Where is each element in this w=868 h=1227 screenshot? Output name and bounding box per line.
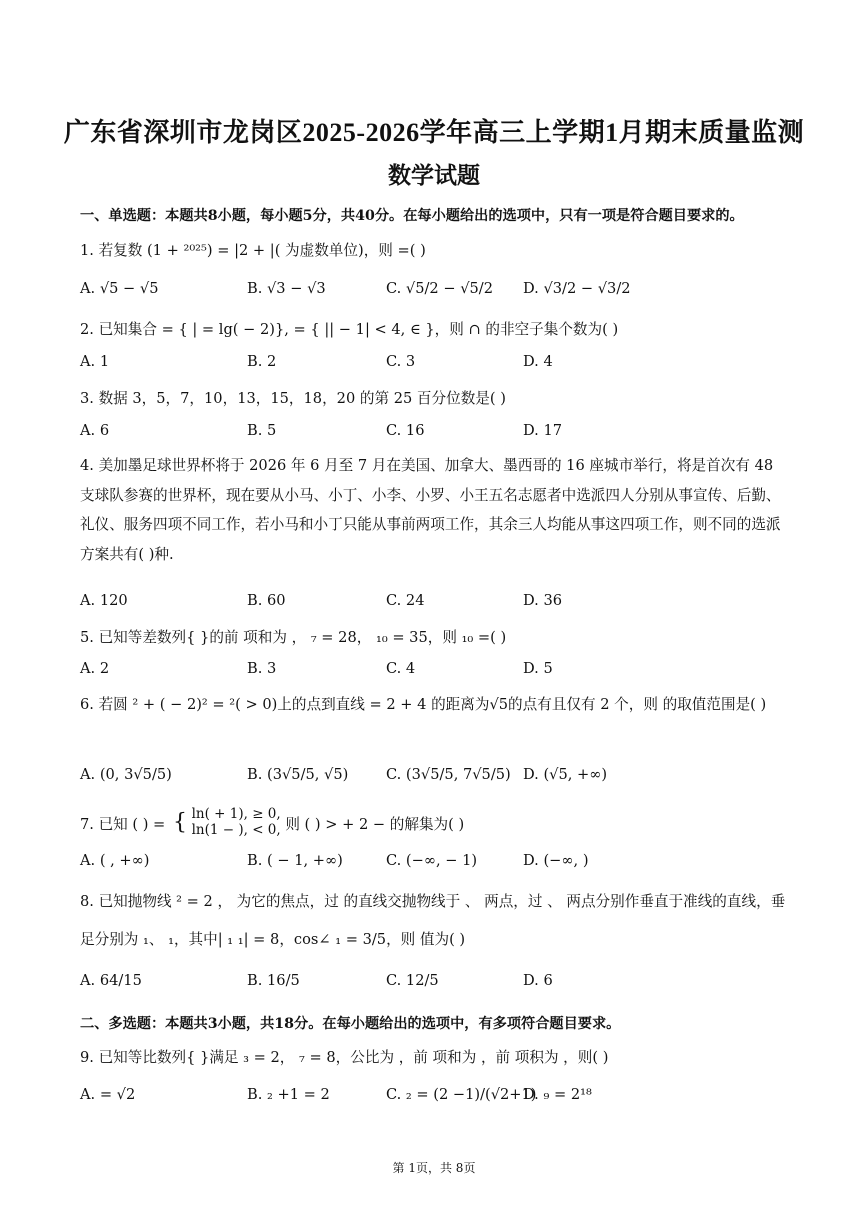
option-b: B. 60 xyxy=(247,592,286,609)
option-a: A. (0, 3√5/5) xyxy=(80,766,172,783)
option-b: B. (3√5/5, √5) xyxy=(247,766,349,783)
option-c: C. √5/2 − √5/2 xyxy=(386,280,494,297)
option-a: A. 2 xyxy=(80,660,110,677)
section-heading-single-choice: 一、单选题：本题共8小题，每小题5分，共40分。在每小题给出的选项中，只有一项是符合题目要求的。 xyxy=(80,208,744,224)
question-1-stem: 1. 若复数 (1 + ²⁰²⁵) = |2 + |( 为虚数单位)，则 =( ) xyxy=(80,242,426,259)
question-9-options xyxy=(80,1086,792,1112)
section-heading-multiple-choice: 二、多选题：本题共3小题，共18分。在每小题给出的选项中，有多项符合题目要求。 xyxy=(80,1016,621,1032)
option-d: D. (−∞, ) xyxy=(523,852,589,869)
option-d: D. 5 xyxy=(523,660,553,677)
option-d: D. 4 xyxy=(523,353,553,370)
question-6-stem: 6. 若圆 ² + ( − 2)² = ²( > 0)上的点到直线 = 2 + 4 的距离为√5的点有且仅有 2 个，则 的取值范围是( ) xyxy=(80,696,767,713)
option-b: B. 2 xyxy=(247,353,277,370)
option-a: A. = √2 xyxy=(80,1086,136,1103)
piecewise-brace: { xyxy=(172,810,187,835)
exam-title: 广东省深圳市龙岗区2025-2026学年高三上学期1月期末质量监测 xyxy=(63,118,805,147)
option-c: C. 3 xyxy=(386,353,416,370)
option-c: C. 4 xyxy=(386,660,416,677)
question-5-stem: 5. 已知等差数列{ }的前 项和为 ， ₇ = 28， ₁₀ = 35，则 ₁₀ =( ) xyxy=(80,629,507,646)
piecewise-cases xyxy=(192,806,281,838)
piecewise-case-2: ln(1 − ), < 0, xyxy=(191,822,281,838)
option-d: D. 36 xyxy=(523,592,563,609)
option-a: A. 120 xyxy=(80,592,128,609)
option-a: A. 6 xyxy=(80,422,110,439)
option-d: D. ₉ = 2¹⁸ xyxy=(523,1086,592,1103)
option-b: B. 3 xyxy=(247,660,277,677)
option-c: C. (3√5/5, 7√5/5) xyxy=(386,766,511,783)
question-9-stem: 9. 已知等比数列{ }满足 ₃ = 2， ₇ = 8，公比为 ，前 项和为 ，前 项积为 ，则( ) xyxy=(80,1049,609,1066)
option-b: B. 5 xyxy=(247,422,277,439)
question-1-options xyxy=(80,280,792,306)
option-c: C. 16 xyxy=(386,422,425,439)
question-8-options xyxy=(80,972,792,998)
option-d: D. √3/2 − √3/2 xyxy=(523,280,631,297)
option-c: C. 24 xyxy=(386,592,425,609)
option-a: A. 1 xyxy=(80,353,110,370)
question-5-options xyxy=(80,660,792,686)
question-3-options xyxy=(80,422,792,448)
question-7-stem xyxy=(80,806,464,840)
question-3-stem: 3. 数据 3，5，7，10，13，15，18，20 的第 25 百分位数是( ) xyxy=(80,390,506,407)
question-8-stem: 8. 已知抛物线 ² = 2 ， 为它的焦点，过 的直线交抛物线于 、 两点，过 、 两点分别作垂直于准线的直线，垂足分别为 ₁、 ₁，其中| ₁ ₁| = 8，cos∠ ₁ = 3/5，则 值为( ) xyxy=(80,893,786,948)
question-2-stem: 2. 已知集合 = { | = lg( − 2)}, = { || − 1| < 4, ∈ }，则 ∩ 的非空子集个数为( ) xyxy=(80,321,619,338)
option-a: A. √5 − √5 xyxy=(80,280,159,297)
question-7-options xyxy=(80,852,792,878)
option-c: C. 12/5 xyxy=(386,972,439,989)
piecewise-case-1: ln( + 1), ≥ 0, xyxy=(191,806,281,822)
option-b: B. 16/5 xyxy=(247,972,300,989)
option-b: B. ₂ +1 = 2 xyxy=(247,1086,330,1103)
exam-subtitle: 数学试题 xyxy=(388,163,480,188)
option-d: D. 17 xyxy=(523,422,563,439)
option-a: A. 64/15 xyxy=(80,972,142,989)
option-d: D. 6 xyxy=(523,972,553,989)
option-b: B. √3 − √3 xyxy=(247,280,326,297)
option-d: D. (√5, +∞) xyxy=(523,766,608,783)
option-c: C. (−∞, − 1) xyxy=(386,852,478,869)
question-4-stem: 4. 美加墨足球世界杯将于 2026 年 6 月至 7 月在美国、加拿大、墨西哥的 16 座城市举行，将是首次有 48 支球队参赛的世界杯，现在要从小马、小丁、小李、小罗、小王五名志愿者中选派四人分别从事宣传、后勤、礼仪、服务四项不同工作，若小马和小丁只能从事前两项工作，其余三人均能从事这四项工作，则不同的选派方案共有( )种. xyxy=(80,457,781,563)
question-6-options xyxy=(80,766,792,792)
option-b: B. ( − 1, +∞) xyxy=(247,852,343,869)
page-footer: 第 1页，共 8页 xyxy=(392,1161,476,1175)
option-c: C. ₂ = (2 −1)/(√2+1) xyxy=(386,1086,537,1103)
question-7-stem-tail: 则 ( ) > + 2 − 的解集为( ) xyxy=(285,816,465,833)
question-4-options xyxy=(80,592,792,618)
option-a: A. ( , +∞) xyxy=(80,852,150,869)
question-7-stem-lead: 7. 已知 ( ) = xyxy=(80,816,166,833)
question-2-options xyxy=(80,353,792,379)
